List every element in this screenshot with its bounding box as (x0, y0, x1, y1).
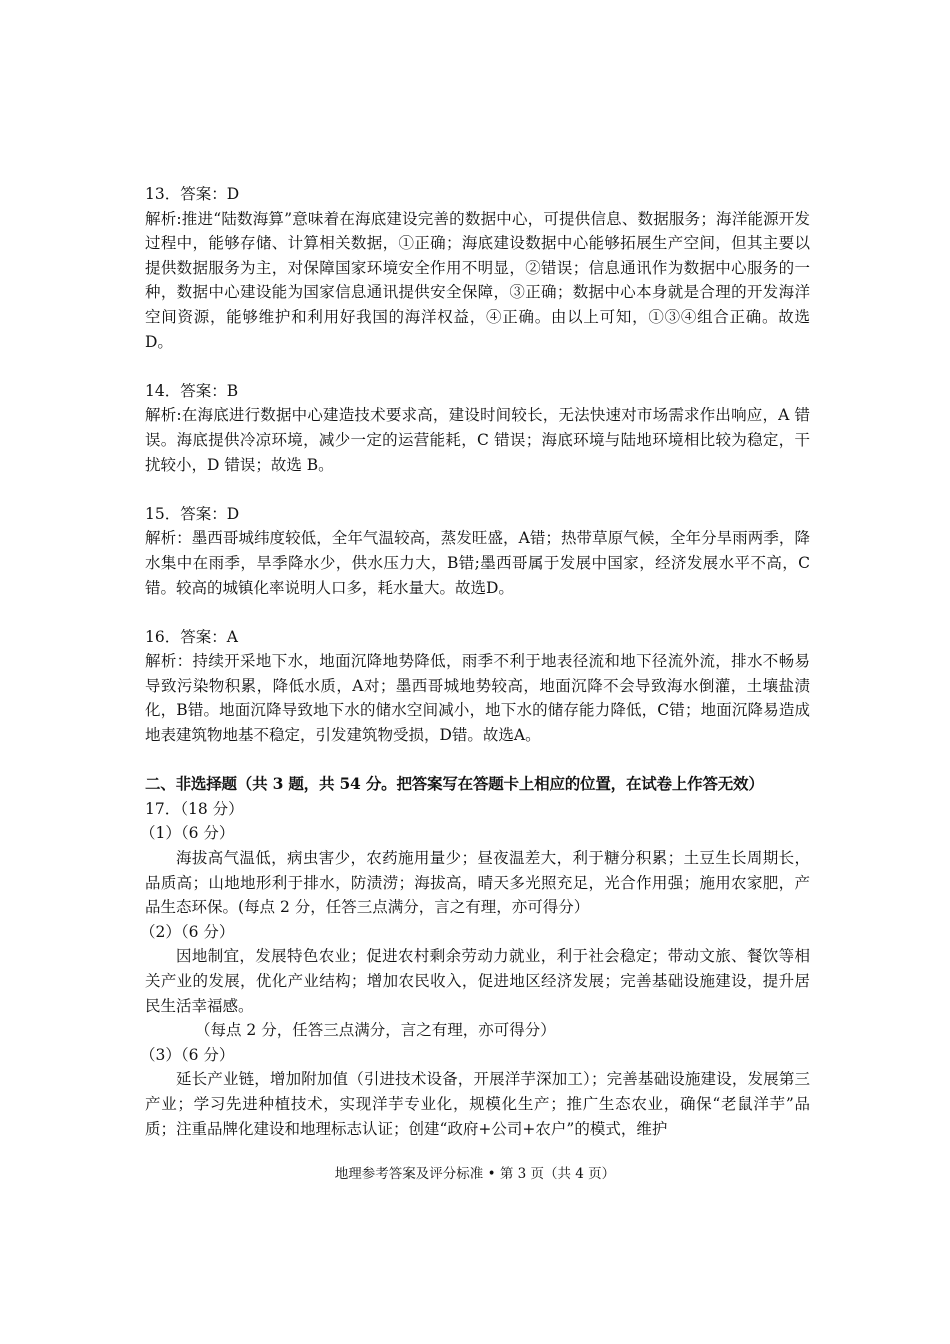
question-16-answer: 16．答案：A (145, 627, 238, 646)
question-16-analysis: 解析：持续开采地下水，地面沉降地势降低，雨季不利于地表径流和地下径流外流，排水不畅易导致污染物积累，降低水质，A对；墨西哥城地势较高，地面沉降不会导致海水倒灌，土壤盐渍化，B错。地面沉降导致地下水的储水空间减小，地下水的储存能力降低，C错；地面沉降易造成地表建筑物地基不稳定，引发建筑物受损，D错。故选A。 (145, 652, 810, 745)
question-15-answer: 15．答案：D (145, 504, 240, 523)
answer-content (140, 182, 810, 1141)
part-2-text: 因地制宜，发展特色农业；促进农村剩余劳动力就业，利于社会稳定；带动文旅、餐饮等相关产业的发展，优化产业结构；增加农民收入，促进地区经济发展；完善基础设施建设，提升居民生活幸福感。 (145, 947, 810, 1015)
question-13-analysis: 解析:推进“陆数海算”意味着在海底建设完善的数据中心，可提供信息、数据服务；海洋能源开发过程中，能够存储、计算相关数据，①正确；海底建设数据中心能够拓展生产空间，但其主要以提供数据服务为主，对保障国家环境安全作用不明显，②错误；信息通讯作为数据中心服务的一种，数据中心建设能为国家信息通讯提供安全保障，③正确；数据中心本身就是合理的开发海洋空间资源，能够维护和利用好我国的海洋权益，④正确。由以上可知，①③④组合正确。故选 D。 (145, 209, 810, 351)
page-footer: 地理参考答案及评分标准 • 第 3 页（共 4 页） (334, 1166, 616, 1182)
question-17-head: 17．（18 分） (145, 799, 244, 818)
question-15 (145, 502, 810, 600)
question-16 (145, 625, 810, 748)
part-3-head: （3）（6 分） (140, 1045, 235, 1064)
part-1-text: 海拔高气温低，病虫害少，农药施用量少；昼夜温差大，利于糖分积累；土豆生长周期长，品质高；山地地形利于排水，防渍涝；海拔高，晴天多光照充足，光合作用强；施用农家肥，产品生态环保。(每点 2 分，任答三点满分，言之有理，亦可得分） (145, 849, 810, 917)
section-title: 二、非选择题（共 3 题，共 54 分。把答案写在答题卡上相应的位置，在试卷上作答无效） (145, 774, 764, 794)
part-3-text: 延长产业链，增加附加值（引进技术设备，开展洋芋深加工）；完善基础设施建设，发展第三产业；学习先进种植技术，实现洋芋专业化，规模化生产；推广生态农业，确保“老鼠洋芋”品质；注重品牌化建设和地理标志认证；创建“政府+公司+农户”的模式，维护 (145, 1070, 810, 1138)
question-15-analysis: 解析：墨西哥城纬度较低，全年气温较高，蒸发旺盛，A错；热带草原气候，全年分旱雨两季，降水集中在雨季，旱季降水少，供水压力大，B错;墨西哥属于发展中国家，经济发展水平不高，C错。较高的城镇化率说明人口多，耗水量大。故选D。 (145, 529, 810, 597)
question-13 (145, 182, 810, 354)
question-14-answer: 14．答案：B (145, 381, 239, 400)
question-13-answer: 13．答案：D (145, 185, 240, 203)
part-2-head: （2）（6 分） (140, 922, 235, 941)
section-nonchoice (140, 772, 810, 1141)
part-1-head: （1）（6 分） (140, 824, 235, 843)
question-14-analysis: 解析:在海底进行数据中心建造技术要求高，建设时间较长，无法快速对市场需求作出响应，A 错误。海底提供冷凉环境，减少一定的运营能耗，C 错误；海底环境与陆地环境相比较为稳定，干扰较小，D 错误；故选 B。 (145, 406, 810, 474)
part-2-scoring-note: （每点 2 分，任答三点满分，言之有理，亦可得分） (195, 1021, 556, 1040)
question-14 (145, 379, 810, 477)
